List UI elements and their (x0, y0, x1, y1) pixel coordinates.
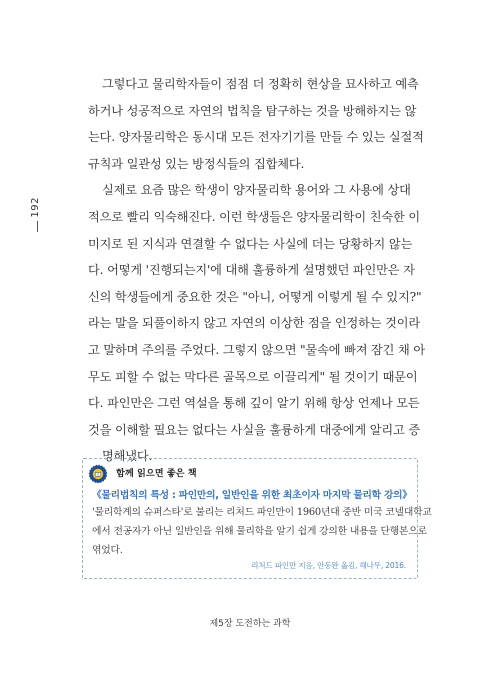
description-line: 엮었다. (92, 545, 123, 556)
body-line: 하거나 성공적으로 자연의 법칙을 탐구하는 것을 방해하지는 않 (88, 103, 417, 118)
body-line: 고 말하며 주의를 주었다. 그렇지 않으면 "물속에 빠져 잠긴 채 아 (88, 342, 425, 357)
page-number-rule (37, 221, 38, 232)
body-line: 신의 학생들에게 중요한 것은 "아니, 어떻게 이렇게 될 수 있지?" (88, 289, 422, 304)
book-badge-icon (88, 464, 108, 484)
body-line: 라는 말을 되풀이하지 않고 자연의 이상한 점을 인정하는 것이라 (88, 316, 420, 331)
body-line: 것을 이해할 필요는 없다는 사실을 훌륭하게 대중에게 알리고 증 (88, 422, 420, 437)
body-line: 미지로 된 지식과 연결할 수 없다는 사실에 더는 당황하지 않는 (88, 236, 413, 251)
body-line: 명해냈다. (102, 449, 153, 464)
body-line: 실제로 요즘 많은 학생이 양자물리학 용어와 그 사용에 상대 (102, 183, 411, 198)
recommend-description (92, 503, 432, 560)
body-line: 는다. 양자물리학은 동시대 모든 전자기기를 만들 수 있는 실절적 (88, 130, 424, 145)
page-number (30, 197, 44, 232)
description-line: 에서 전공자가 아닌 일반인을 위해 물리학을 알기 쉽게 강의한 내용을 단행본으로 (92, 526, 427, 537)
body-line: 규칙과 일관성 있는 방정식들의 집합체다. (88, 156, 305, 171)
chapter-footer: 제5장 도전하는 과학 (209, 619, 291, 629)
recommend-book-title: 《물리법칙의 특성 : 파인만의, 일반인을 위한 최초이자 마지막 물리학 강의》 (92, 490, 412, 501)
page-number-text: 192 (30, 197, 41, 218)
body-line: 다. 파인만은 그런 역설을 통해 깊이 알기 위해 항상 언제나 모든 (88, 396, 420, 411)
body-line: 다. 어떻게 '진행되는지'에 대해 훌륭하게 설명했던 파인만은 자 (88, 263, 415, 278)
description-line: '물리학계의 슈퍼스타'로 불리는 리처드 파인만이 1960년대 중반 미국 코넬대학교 (92, 507, 432, 518)
body-line: 그렇다고 물리학자들이 점점 더 정확히 현상을 묘사하고 예측 (102, 77, 419, 91)
body-line: 적으로 빨리 익숙해진다. 이런 학생들은 양자물리학이 친숙한 이 (88, 209, 420, 224)
recommend-credit: 리처드 파인만 지음, 안동완 옮김, 해나무, 2016. (251, 561, 406, 570)
recommend-heading: 함께 읽으면 좋은 책 (116, 468, 197, 479)
body-text (88, 71, 425, 470)
body-line: 무도 피할 수 없는 막다른 골목으로 이끌리게" 될 것이기 때문이 (88, 369, 418, 384)
